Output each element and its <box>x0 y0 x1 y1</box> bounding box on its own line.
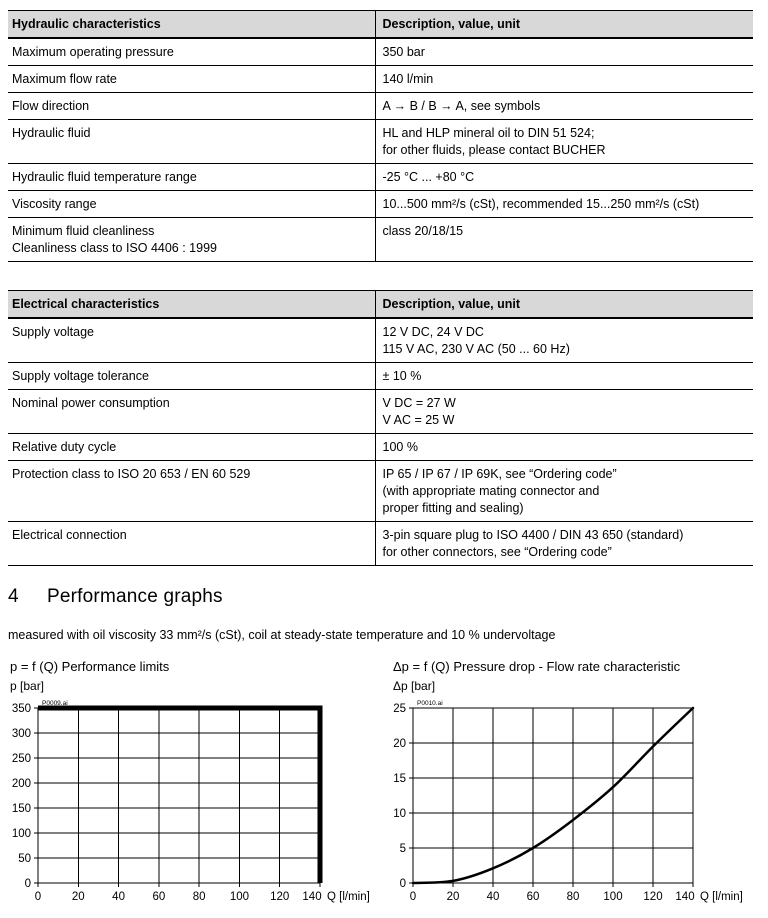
table-row <box>8 434 753 461</box>
plot-frame <box>38 708 320 883</box>
x-tick-label: 140 <box>302 891 322 903</box>
cell-line: Relative duty cycle <box>12 440 117 454</box>
table-row <box>8 461 753 522</box>
row-value <box>375 522 753 566</box>
row-label <box>8 164 375 191</box>
row-value <box>375 66 753 93</box>
cell-line: Maximum flow rate <box>12 72 117 86</box>
cell-line: (with appropriate mating connector and <box>382 484 600 498</box>
x-tick-label: 120 <box>270 891 290 903</box>
cell-line: -25 °C ... +80 °C <box>382 170 475 184</box>
section-number: 4 <box>8 586 19 607</box>
table-row <box>8 120 753 164</box>
section-title: Performance graphs <box>47 586 223 607</box>
header-characteristics: Hydraulic characteristics <box>8 11 375 39</box>
cell-line: proper fitting and sealing) <box>382 501 524 515</box>
table-row <box>8 164 753 191</box>
cell-line: Nominal power consumption <box>12 396 170 410</box>
y-tick-label: 5 <box>399 843 406 855</box>
row-label <box>8 363 375 390</box>
cell-line: Minimum fluid cleanliness <box>12 224 155 238</box>
measurement-conditions-text: measured with oil viscosity 33 mm²/s (cSt), coil at steady-state temperature and 10 % undervoltage <box>8 628 556 642</box>
row-value <box>375 120 753 164</box>
table-row <box>8 318 753 363</box>
performance-limit-envelope <box>38 708 320 883</box>
y-tick-label: 20 <box>393 738 406 750</box>
header-description: Description, value, unit <box>375 11 753 39</box>
pressure-drop-curve <box>413 708 693 883</box>
x-tick-label: 40 <box>486 891 500 903</box>
cell-line: Electrical connection <box>12 528 127 542</box>
cell-line: 100 % <box>382 440 418 454</box>
cell-line: Supply voltage <box>12 325 95 339</box>
cell-line: 10...500 mm²/s (cSt), recommended 15...250 mm²/s (cSt) <box>382 197 700 211</box>
x-tick-label: 140 <box>675 891 695 903</box>
x-tick-label: 60 <box>152 891 166 903</box>
x-tick-label: 100 <box>603 891 623 903</box>
row-label <box>8 434 375 461</box>
cell-line: for other connectors, see “Ordering code” <box>382 545 612 559</box>
cell-line: Flow direction <box>12 99 90 113</box>
row-value <box>375 461 753 522</box>
cell-line: Hydraulic fluid <box>12 126 91 140</box>
table-row <box>8 218 753 262</box>
electrical-characteristics-table <box>8 290 753 566</box>
x-tick-label: 20 <box>446 891 460 903</box>
x-tick-label: 80 <box>566 891 580 903</box>
row-label <box>8 191 375 218</box>
cell-line: 115 V AC, 230 V AC (50 ... 60 Hz) <box>382 342 570 356</box>
pressure-drop-chart-block <box>383 659 766 913</box>
x-axis-label: Q [l/min] <box>327 891 370 903</box>
y-tick-label: 150 <box>11 803 31 815</box>
x-tick-label: 0 <box>409 891 417 903</box>
row-value <box>375 434 753 461</box>
watermark-label: P0009.ai <box>42 700 68 707</box>
row-value <box>375 191 753 218</box>
x-tick-label: 60 <box>526 891 540 903</box>
performance-limits-chart-block <box>8 659 388 913</box>
y-axis-label: p [bar] <box>10 679 45 693</box>
cell-line: Cleanliness class to ISO 4406 : 1999 <box>12 241 217 255</box>
row-value <box>375 93 753 120</box>
table-row <box>8 522 753 566</box>
y-tick-label: 15 <box>393 773 406 785</box>
row-label <box>8 66 375 93</box>
row-label <box>8 120 375 164</box>
row-label <box>8 522 375 566</box>
table-row <box>8 93 753 120</box>
row-value <box>375 390 753 434</box>
cell-line: Supply voltage tolerance <box>12 369 149 383</box>
row-label <box>8 93 375 120</box>
y-tick-label: 10 <box>393 808 406 820</box>
y-tick-label: 100 <box>11 828 31 840</box>
row-value <box>375 318 753 363</box>
row-label <box>8 318 375 363</box>
x-axis-label: Q [l/min] <box>700 891 743 903</box>
row-value <box>375 363 753 390</box>
cell-line: IP 65 / IP 67 / IP 69K, see “Ordering code” <box>382 467 617 481</box>
y-tick-label: 350 <box>11 703 31 715</box>
table-row <box>8 38 753 66</box>
y-tick-label: 25 <box>393 703 406 715</box>
table-row <box>8 191 753 218</box>
cell-line: V AC = 25 W <box>382 413 455 427</box>
cell-line: A → B / B → A, see symbols <box>382 99 541 113</box>
y-tick-label: 0 <box>24 878 31 890</box>
cell-line: Maximum operating pressure <box>12 45 174 59</box>
cell-line: class 20/18/15 <box>382 224 464 238</box>
header-description: Description, value, unit <box>375 291 753 319</box>
cell-line: 3-pin square plug to ISO 4400 / DIN 43 650 (standard) <box>382 528 684 542</box>
row-value <box>375 164 753 191</box>
y-tick-label: 200 <box>11 778 31 790</box>
cell-line: V DC = 27 W <box>382 396 456 410</box>
x-tick-label: 120 <box>643 891 663 903</box>
cell-line: Hydraulic fluid temperature range <box>12 170 197 184</box>
table-row <box>8 66 753 93</box>
row-label <box>8 461 375 522</box>
row-label <box>8 38 375 66</box>
cell-line: 350 bar <box>382 45 425 59</box>
cell-line: Protection class to ISO 20 653 / EN 60 529 <box>12 467 251 481</box>
header-characteristics: Electrical characteristics <box>8 291 375 319</box>
cell-line: 12 V DC, 24 V DC <box>382 325 484 339</box>
cell-line: for other fluids, please contact BUCHER <box>382 143 606 157</box>
hydraulic-characteristics-table <box>8 10 753 262</box>
x-tick-label: 100 <box>229 891 250 903</box>
row-value <box>375 218 753 262</box>
x-tick-label: 0 <box>34 891 42 903</box>
chart-title: p = f (Q) Performance limits <box>10 659 170 674</box>
row-label <box>8 218 375 262</box>
pressure-drop-chart <box>383 696 766 908</box>
y-tick-label: 50 <box>18 853 31 865</box>
cell-line: Viscosity range <box>12 197 97 211</box>
plot-frame <box>413 708 693 883</box>
table-header-row <box>8 11 753 39</box>
table-header-row <box>8 291 753 319</box>
row-value <box>375 38 753 66</box>
y-tick-label: 0 <box>399 878 406 890</box>
cell-line: 140 l/min <box>382 72 434 86</box>
watermark-label: P0010.ai <box>417 700 443 707</box>
table-row <box>8 363 753 390</box>
cell-line: HL and HLP mineral oil to DIN 51 524; <box>382 126 595 140</box>
table-row <box>8 390 753 434</box>
x-tick-label: 40 <box>112 891 125 903</box>
y-tick-label: 250 <box>11 753 31 765</box>
y-axis-label: Δp [bar] <box>393 679 436 693</box>
performance-limits-chart <box>8 696 388 908</box>
section-heading <box>8 586 223 608</box>
x-tick-label: 80 <box>192 891 206 903</box>
cell-line: ± 10 % <box>382 369 422 383</box>
y-tick-label: 300 <box>11 728 31 740</box>
chart-title: Δp = f (Q) Pressure drop - Flow rate characteristic <box>393 659 681 674</box>
x-tick-label: 20 <box>71 891 85 903</box>
row-label <box>8 390 375 434</box>
